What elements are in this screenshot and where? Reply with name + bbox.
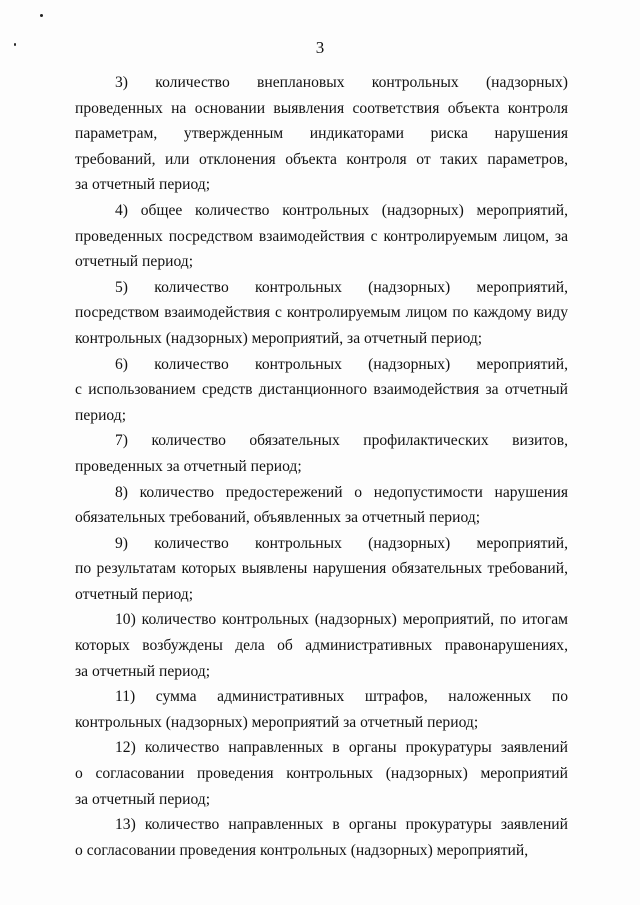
document-body [75, 70, 568, 863]
paragraph-line: 4) общее количество контрольных (надзорных) мероприятий, [115, 201, 568, 219]
paragraph-line: требований, или отклонения объекта контроля от таких параметров, [75, 150, 568, 168]
paragraph-line: 7) количество обязательных профилактических визитов, [115, 432, 568, 450]
paragraph-line: о согласовании проведения контрольных (надзорных) мероприятий [75, 765, 568, 783]
paragraph-line: 11) сумма административных штрафов, наложенных по [115, 688, 568, 706]
paragraph-line: 12) количество направленных в органы прокуратуры заявлений [115, 739, 568, 757]
paragraph-line: по результатам которых выявлены нарушения обязательных требований, [75, 560, 568, 578]
paragraph-line: 5) количество контрольных (надзорных) мероприятий, [115, 278, 568, 296]
paragraph-line: отчетный период; [75, 253, 194, 271]
paragraph-line: за отчетный период; [75, 662, 211, 680]
paragraph-line: 8) количество предостережений о недопустимости нарушения [115, 483, 568, 501]
page-number: 3 [315, 38, 325, 57]
paragraph-line: 3) количество внеплановых контрольных (надзорных) [115, 74, 568, 91]
paragraph-line: проведенных на основании выявления соответствия объекта контроля [75, 99, 568, 117]
paragraph-line: период; [75, 406, 127, 424]
paragraph-line: за отчетный период; [75, 176, 211, 194]
paragraph-line: посредством взаимодействия с контролируемым лицом по каждому виду [75, 304, 568, 322]
paragraph-line: 9) количество контрольных (надзорных) мероприятий, [115, 534, 568, 552]
paragraph-line: отчетный период; [75, 585, 194, 603]
paragraph-line: о согласовании проведения контрольных (надзорных) мероприятий, [75, 841, 529, 859]
paragraph-line: 6) количество контрольных (надзорных) мероприятий, [115, 355, 568, 373]
paragraph-line: обязательных требований, объявленных за отчетный период; [75, 509, 481, 527]
paragraph-line: с использованием средств дистанционного взаимодействия за отчетный [75, 381, 568, 399]
paragraph-line: за отчетный период; [75, 790, 211, 808]
paragraph-line: контрольных (надзорных) мероприятий, за отчетный период; [75, 329, 483, 347]
paragraph-line: проведенных посредством взаимодействия с контролируемым лицом, за [75, 227, 568, 245]
paragraph-line: которых возбуждены дела об административных правонарушениях, [75, 637, 568, 655]
paragraph-line: проведенных за отчетный период; [75, 457, 302, 475]
paragraph-line: 10) количество контрольных (надзорных) мероприятий, по итогам [115, 611, 568, 629]
scan-dot [40, 14, 43, 17]
paragraph-line: параметрам, утвержденным индикаторами риска нарушения [75, 125, 568, 143]
paragraph-line: 13) количество направленных в органы прокуратуры заявлений [115, 816, 568, 834]
paragraph-line: контрольных (надзорных) мероприятий за отчетный период; [75, 713, 479, 731]
